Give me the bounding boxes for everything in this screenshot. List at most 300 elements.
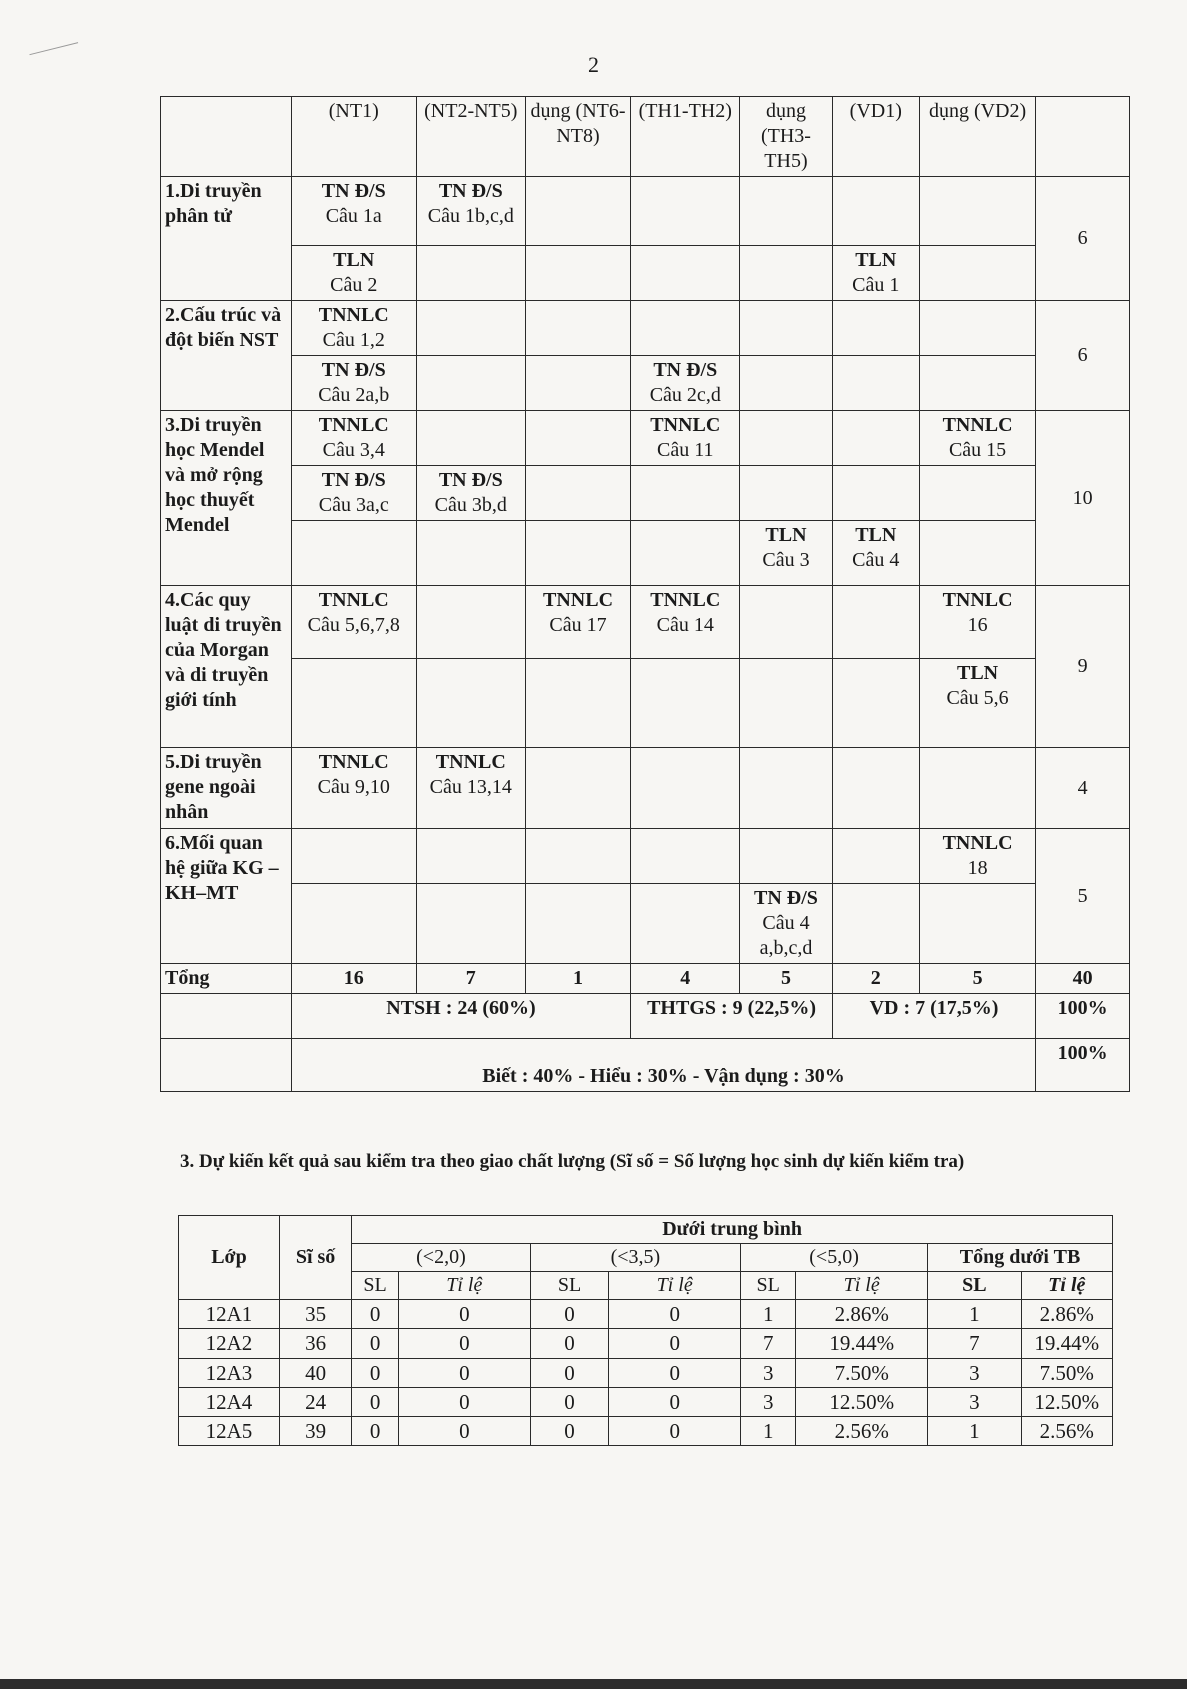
cell-text: 3	[969, 1389, 980, 1414]
group-ntsh	[291, 994, 631, 1039]
matrix-cell	[525, 466, 631, 521]
cell-text: 2.86%	[834, 1302, 889, 1326]
cell-text: 0	[669, 1302, 680, 1326]
matrix-cell	[832, 586, 919, 659]
cell-text: Lớp	[211, 1246, 247, 1268]
cell-text: 0	[459, 1419, 470, 1443]
result-value	[928, 1329, 1022, 1358]
matrix-cell	[740, 521, 833, 586]
matrix-header-cell	[919, 97, 1035, 177]
matrix-cell	[291, 246, 416, 301]
question-number: Câu 5,6,7,8	[307, 614, 400, 636]
question-number: Câu 3b,d	[434, 494, 507, 516]
cell-text: dụng (NT6-NT8)	[530, 100, 626, 147]
cell-text: (<2,0)	[416, 1246, 466, 1268]
question-number: Câu 4 a,b,c,d	[759, 912, 813, 959]
total-value	[525, 964, 631, 994]
cell-text: 5.Di truyền gene ngoài nhân	[165, 751, 262, 823]
matrix-cell	[416, 177, 525, 246]
matrix-cell	[291, 659, 416, 748]
matrix-cell	[525, 301, 631, 356]
matrix-cell	[416, 884, 525, 964]
cell-text: 40	[305, 1360, 327, 1385]
result-value	[530, 1300, 609, 1329]
cell-text: 0	[564, 1331, 575, 1356]
matrix-cell	[832, 301, 919, 356]
matrix-row	[161, 411, 1130, 466]
matrix-cell	[416, 411, 525, 466]
cell-text: 0	[369, 1389, 381, 1414]
section-3-title: 3. Dự kiến kết quả sau kiểm tra theo giao chất lượng (Sĩ số = Số lượng học sinh dự kiến kiểm tra)	[180, 1151, 965, 1172]
cell-text: dụng (TH3-TH5)	[760, 100, 811, 172]
matrix-header-cell	[525, 97, 631, 177]
col-tile	[398, 1272, 530, 1300]
scan-edge	[0, 1679, 1187, 1689]
cell-text: 0	[564, 1419, 575, 1443]
question-number: Câu 4	[852, 549, 900, 571]
matrix-cell	[291, 884, 416, 964]
matrix-cell	[631, 829, 740, 884]
matrix-cell	[740, 177, 833, 246]
result-value	[1021, 1300, 1112, 1329]
matrix-cell	[919, 411, 1035, 466]
matrix-header-cell	[740, 97, 833, 177]
matrix-row	[161, 356, 1130, 411]
result-value	[398, 1300, 530, 1329]
cell-text: THTGS : 9 (22,5%)	[647, 997, 816, 1019]
cell-text: NTSH : 24 (60%)	[386, 997, 536, 1019]
results-row	[179, 1358, 1113, 1387]
cell-text: 0	[459, 1302, 470, 1326]
matrix-cell	[631, 884, 740, 964]
matrix-cell	[291, 466, 416, 521]
question-number: Câu 1	[852, 274, 900, 296]
result-value	[741, 1387, 796, 1416]
matrix-header-row	[161, 97, 1130, 177]
cell-text: (NT1)	[328, 100, 379, 122]
result-value	[398, 1358, 530, 1387]
cell-text: Tỉ lệ	[1048, 1274, 1086, 1296]
cell-text: Sĩ số	[295, 1246, 336, 1268]
question-number: Câu 3,4	[322, 439, 385, 461]
matrix-row	[161, 246, 1130, 301]
topic-total	[1036, 748, 1130, 829]
question-type: TNNLC	[543, 589, 614, 611]
question-type: TNNLC	[318, 589, 389, 611]
matrix-cell	[416, 466, 525, 521]
result-value	[609, 1387, 741, 1416]
question-type: TLN	[957, 662, 999, 684]
cell-text: 1	[762, 1302, 774, 1326]
matrix-cell	[832, 659, 919, 748]
total-value	[416, 964, 525, 994]
total-value	[832, 964, 919, 994]
result-value	[352, 1387, 399, 1416]
cell-text: 0	[459, 1389, 470, 1414]
cell-text: 7.50%	[834, 1360, 889, 1385]
matrix-cell	[525, 246, 631, 301]
results-table	[178, 1215, 1113, 1446]
class-name	[179, 1387, 280, 1416]
result-value	[796, 1329, 928, 1358]
question-type: TN Đ/S	[653, 359, 718, 381]
matrix-cell	[740, 466, 833, 521]
question-type: TNNLC	[650, 414, 721, 436]
question-type: TLN	[333, 249, 375, 271]
question-number: Câu 14	[656, 614, 714, 636]
matrix-cell	[832, 884, 919, 964]
cell-text: 4	[680, 967, 691, 989]
topic-total	[1036, 411, 1130, 586]
result-value	[398, 1387, 530, 1416]
matrix-cell	[832, 466, 919, 521]
matrix-cell	[416, 748, 525, 829]
result-value	[796, 1417, 928, 1446]
matrix-cell	[919, 748, 1035, 829]
cell-text: 0	[669, 1389, 680, 1414]
matrix-header-cell	[291, 97, 416, 177]
cell-text: SL	[363, 1274, 387, 1296]
total-value	[631, 964, 740, 994]
matrix-cell	[525, 586, 631, 659]
results-row	[179, 1417, 1113, 1446]
matrix-cell	[291, 411, 416, 466]
cell-text: 12.50%	[829, 1389, 895, 1414]
cell-text: 0	[459, 1360, 470, 1385]
result-value	[1021, 1387, 1112, 1416]
matrix-cell	[416, 356, 525, 411]
cell-text: 7	[969, 1331, 980, 1356]
result-value	[741, 1417, 796, 1446]
matrix-cell	[631, 356, 740, 411]
matrix-header-cell	[1036, 97, 1130, 177]
cell-text: (<3,5)	[610, 1246, 661, 1268]
page-number: 2	[588, 52, 599, 77]
cell-text: (<5,0)	[809, 1246, 859, 1268]
question-type: TLN	[855, 524, 897, 546]
cell-text: 1	[762, 1419, 774, 1443]
cell-text: 0	[369, 1419, 381, 1443]
cell-text: 24	[305, 1389, 327, 1414]
matrix-cell	[416, 659, 525, 748]
question-number: 16	[967, 614, 988, 636]
matrix-row	[161, 586, 1130, 659]
matrix-cell	[525, 884, 631, 964]
cell-text: Tỉ lệ	[843, 1274, 880, 1296]
matrix-header-cell	[416, 97, 525, 177]
result-value	[796, 1358, 928, 1387]
matrix-row	[161, 466, 1130, 521]
class-name	[179, 1417, 280, 1446]
results-row	[179, 1387, 1113, 1416]
matrix-cell	[919, 356, 1035, 411]
cell-text: 12.50%	[1034, 1389, 1100, 1414]
topic-total	[1036, 586, 1130, 748]
cell-text: 0	[459, 1331, 470, 1356]
cell-text: 0	[669, 1360, 680, 1385]
question-type: TNNLC	[318, 414, 389, 436]
matrix-cell	[740, 301, 833, 356]
cell-text: 0	[564, 1302, 575, 1326]
matrix-cell	[740, 586, 833, 659]
matrix-cell	[740, 884, 833, 964]
matrix-cell	[416, 521, 525, 586]
test-matrix-table	[160, 96, 1130, 1092]
topic-name	[161, 301, 292, 411]
class-name	[179, 1329, 280, 1358]
matrix-cell	[291, 356, 416, 411]
class-size	[279, 1358, 351, 1387]
matrix-cell	[631, 301, 740, 356]
matrix-row	[161, 829, 1130, 884]
cell-text: Tỉ lệ	[446, 1274, 483, 1296]
result-value	[1021, 1329, 1112, 1358]
results-row	[179, 1329, 1113, 1358]
matrix-cell	[832, 748, 919, 829]
cell-text: Tổng	[165, 967, 210, 989]
matrix-cell	[740, 829, 833, 884]
level-percent	[1036, 1039, 1130, 1092]
matrix-cell	[291, 586, 416, 659]
question-type: TNNLC	[318, 304, 389, 326]
result-value	[928, 1417, 1022, 1446]
question-type: TN Đ/S	[438, 180, 503, 202]
result-value	[609, 1329, 741, 1358]
cell-text: 6	[1077, 344, 1088, 366]
matrix-cell	[919, 177, 1035, 246]
matrix-cell	[416, 301, 525, 356]
cell-text: 5	[972, 967, 983, 989]
level-text	[291, 1039, 1036, 1092]
results-head-row	[179, 1216, 1113, 1244]
matrix-cell	[525, 829, 631, 884]
col-sl	[741, 1272, 796, 1300]
total-value	[919, 964, 1035, 994]
cell-text: 0	[564, 1389, 575, 1414]
cell-text: 12A3	[205, 1360, 253, 1385]
matrix-cell	[832, 521, 919, 586]
cell-text: 39	[305, 1419, 327, 1443]
cell-text: 100%	[1057, 997, 1108, 1019]
cell-text: 0	[369, 1331, 381, 1356]
question-number: Câu 9,10	[317, 776, 390, 798]
matrix-cell	[525, 521, 631, 586]
cell-text: (TH1-TH2)	[638, 100, 732, 122]
cell-text: 1	[573, 967, 584, 989]
class-name	[179, 1358, 280, 1387]
result-value	[741, 1358, 796, 1387]
col-sl	[530, 1272, 609, 1300]
result-value	[741, 1300, 796, 1329]
matrix-cell	[919, 466, 1035, 521]
cell-text: 12A5	[205, 1419, 253, 1443]
result-value	[609, 1358, 741, 1387]
cell-text: Biết : 40% - Hiểu : 30% - Vận dụng : 30%	[482, 1065, 845, 1087]
cell-text: 5	[1077, 884, 1088, 907]
col-lop	[179, 1216, 280, 1300]
matrix-total-row	[161, 964, 1130, 994]
cell-text: 2.56%	[834, 1419, 889, 1443]
matrix-cell	[919, 659, 1035, 748]
cell-text: 9	[1077, 655, 1088, 677]
empty-cell	[161, 994, 292, 1039]
cell-text: 2.86%	[1039, 1302, 1094, 1326]
matrix-cell	[919, 301, 1035, 356]
matrix-cell	[416, 246, 525, 301]
question-number: Câu 1b,c,d	[427, 205, 514, 227]
question-number: Câu 11	[657, 439, 714, 461]
results-row	[179, 1300, 1113, 1329]
result-value	[352, 1358, 399, 1387]
matrix-row	[161, 748, 1130, 829]
question-type: TN Đ/S	[438, 469, 503, 491]
matrix-cell	[919, 829, 1035, 884]
result-value	[796, 1300, 928, 1329]
matrix-header-cell	[631, 97, 740, 177]
matrix-row	[161, 177, 1130, 246]
cell-text: 35	[305, 1302, 327, 1326]
cell-text: 7	[762, 1331, 774, 1356]
cell-text: 19.44%	[1034, 1331, 1100, 1356]
matrix-cell	[291, 301, 416, 356]
result-value	[352, 1300, 399, 1329]
cell-text: 7	[465, 967, 476, 989]
matrix-cell	[291, 748, 416, 829]
cell-text: SL	[557, 1274, 582, 1296]
question-number: Câu 5,6	[946, 687, 1009, 709]
cell-text: 3	[762, 1389, 774, 1414]
cell-text: 1.Di truyền phân tử	[165, 180, 262, 227]
question-number: Câu 1,2	[322, 329, 385, 351]
matrix-cell	[631, 659, 740, 748]
total-label	[161, 964, 292, 994]
cell-text: 0	[669, 1419, 680, 1443]
matrix-cell	[919, 521, 1035, 586]
matrix-cell	[291, 521, 416, 586]
matrix-header-cell	[832, 97, 919, 177]
matrix-cell	[631, 586, 740, 659]
question-type: TNNLC	[942, 832, 1013, 854]
cell-text: 10	[1072, 486, 1093, 509]
cell-text: 2	[870, 967, 881, 989]
cell-text: 2.Cấu trúc và đột biến NST	[165, 304, 282, 351]
matrix-cell	[740, 748, 833, 829]
cell-text: 1	[969, 1419, 980, 1443]
topic-name	[161, 586, 292, 748]
matrix-cell	[832, 177, 919, 246]
result-value	[398, 1329, 530, 1358]
matrix-cell	[832, 356, 919, 411]
question-type: TLN	[855, 249, 897, 271]
empty-cell	[161, 1039, 292, 1092]
cell-text: 12A1	[205, 1302, 253, 1326]
class-size	[279, 1329, 351, 1358]
matrix-cell	[525, 659, 631, 748]
question-type: TN Đ/S	[754, 887, 818, 909]
cell-text: 0	[669, 1331, 680, 1356]
result-value	[530, 1417, 609, 1446]
matrix-cell	[740, 659, 833, 748]
question-number: Câu 2a,b	[318, 384, 390, 406]
topic-total	[1036, 177, 1130, 301]
cell-text: 5	[780, 967, 791, 989]
matrix-row	[161, 659, 1130, 748]
topic-total	[1036, 301, 1130, 411]
total-value	[1036, 964, 1130, 994]
cell-text: Tổng dưới TB	[959, 1246, 1081, 1268]
group-g4	[928, 1244, 1113, 1272]
result-value	[1021, 1417, 1112, 1446]
cell-text: 4	[1077, 776, 1088, 799]
group-percent	[1036, 994, 1130, 1039]
cell-text: 36	[305, 1331, 327, 1356]
matrix-cell	[919, 586, 1035, 659]
question-type: TN Đ/S	[321, 180, 386, 202]
cell-text: (NT2-NT5)	[424, 100, 518, 122]
result-value	[1021, 1358, 1112, 1387]
matrix-cell	[631, 466, 740, 521]
matrix-header-cell	[161, 97, 292, 177]
cell-text: 7.50%	[1039, 1360, 1094, 1385]
cell-text: 2.56%	[1039, 1419, 1094, 1443]
cell-text: 0	[369, 1302, 381, 1326]
question-type: TNNLC	[435, 751, 506, 773]
col-sl	[352, 1272, 399, 1300]
question-type: TN Đ/S	[321, 469, 386, 491]
result-value	[352, 1417, 399, 1446]
topic-name	[161, 177, 292, 301]
matrix-cell	[631, 177, 740, 246]
cell-text: 40	[1072, 967, 1093, 989]
class-name	[179, 1300, 280, 1329]
col-sl	[928, 1272, 1022, 1300]
topic-name	[161, 748, 292, 829]
question-number: Câu 15	[948, 439, 1007, 461]
cell-text: 3	[762, 1360, 774, 1385]
result-value	[609, 1417, 741, 1446]
matrix-cell	[291, 177, 416, 246]
cell-text: 12A2	[205, 1331, 253, 1356]
matrix-cell	[291, 829, 416, 884]
cell-text: Dưới trung bình	[662, 1218, 802, 1240]
col-tile	[1021, 1272, 1112, 1300]
question-number: Câu 3	[762, 549, 810, 571]
result-value	[928, 1358, 1022, 1387]
question-type: TNNLC	[942, 589, 1013, 611]
cell-text: 4.Các quy luật di truyền của Morgan và di truyền giới tính	[165, 589, 282, 711]
result-value	[928, 1387, 1022, 1416]
result-value	[352, 1329, 399, 1358]
result-value	[609, 1300, 741, 1329]
col-tile	[796, 1272, 928, 1300]
cell-text: SL	[756, 1274, 780, 1296]
topic-name	[161, 411, 292, 586]
question-type: TNNLC	[942, 414, 1013, 436]
cell-text: 19.44%	[829, 1331, 895, 1356]
matrix-cell	[740, 356, 833, 411]
question-number: Câu 2	[330, 274, 378, 296]
matrix-cell	[740, 411, 833, 466]
question-type: TNNLC	[650, 589, 721, 611]
total-value	[291, 964, 416, 994]
matrix-cell	[919, 246, 1035, 301]
class-size	[279, 1387, 351, 1416]
group-g1	[352, 1244, 531, 1272]
question-number: Câu 13,14	[429, 776, 512, 798]
question-number: Câu 1a	[325, 205, 382, 227]
class-size	[279, 1417, 351, 1446]
cell-text: VD : 7 (17,5%)	[869, 997, 999, 1019]
